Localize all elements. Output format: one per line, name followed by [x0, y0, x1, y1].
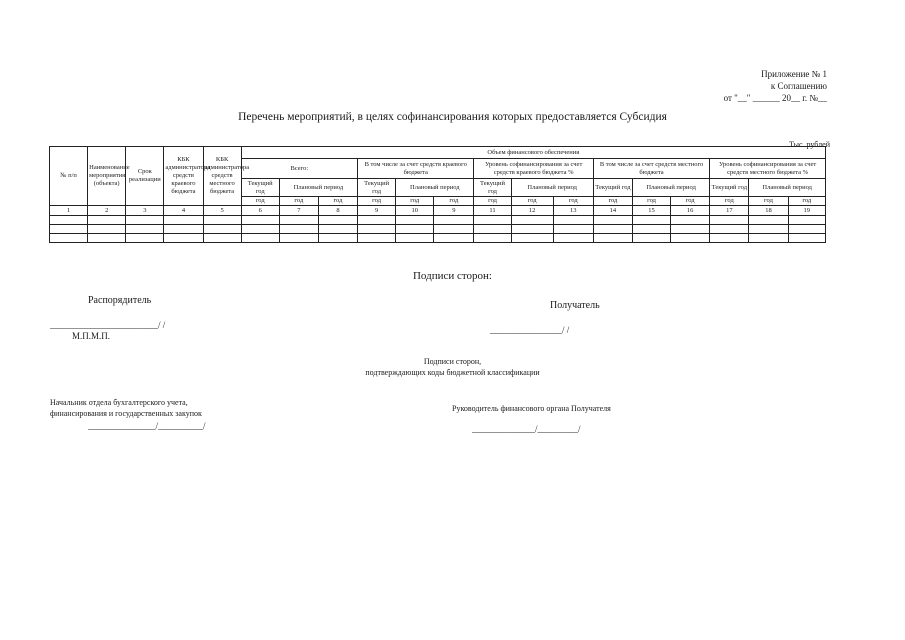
plan-period-cell: Плановый период — [279, 179, 357, 197]
year-cell: год — [474, 197, 511, 206]
year-cell: год — [710, 197, 749, 206]
plan-period-cell: Плановый период — [632, 179, 709, 197]
group-total: Всего: — [241, 159, 357, 179]
header-name: Наименование мероприятия (объекта) — [88, 147, 126, 206]
year-cell: год — [279, 197, 318, 206]
kbk-heading-line-2: подтверждающих коды бюджетной классификации — [365, 368, 540, 377]
kbk-signatures-heading — [0, 356, 905, 378]
year-cell: год — [396, 197, 434, 206]
unit-label: Тыс. рублей — [789, 140, 830, 149]
right-signature-line: ________________/ / — [490, 325, 570, 335]
column-number: 8 — [318, 206, 357, 216]
column-number: 16 — [671, 206, 710, 216]
year-cell: год — [749, 197, 788, 206]
column-number: 1 — [50, 206, 88, 216]
column-number: 5 — [203, 206, 241, 216]
column-number: 9 — [434, 206, 474, 216]
column-number: 3 — [126, 206, 164, 216]
year-cell: год — [632, 197, 670, 206]
plan-period-cell: Плановый период — [749, 179, 826, 197]
header-kbk-regional: КБК администратора средств краевого бюджета — [164, 147, 203, 206]
year-cell: год — [318, 197, 357, 206]
plan-period-cell: Плановый период — [396, 179, 474, 197]
year-cell: год — [241, 197, 279, 206]
year-cell: год — [788, 197, 825, 206]
current-year-cell: Текущий год — [241, 179, 279, 197]
right-party-label: Получатель — [550, 300, 600, 311]
header-term: Срок реализации — [126, 147, 164, 206]
column-number: 7 — [279, 206, 318, 216]
current-year-cell: Текущий год — [593, 179, 632, 197]
column-number: 15 — [632, 206, 670, 216]
empty-row — [50, 216, 826, 225]
year-cell: год — [553, 197, 593, 206]
left-signature-line: ________________________/ / — [50, 320, 166, 330]
current-year-cell: Текущий год — [358, 179, 396, 197]
appendix-line-1: Приложение № 1 — [761, 69, 827, 79]
appendix-line-2: к Соглашению — [770, 81, 827, 91]
appendix-line-3: от "__" ______ 20__ г. №__ — [723, 93, 827, 103]
current-year-cell: Текущий год — [710, 179, 749, 197]
column-number: 12 — [511, 206, 553, 216]
header-number: № п/п — [50, 147, 88, 206]
group-cofin-local: Уровень софинансирования за счет средств местного бюджета % — [710, 159, 826, 179]
right-official-role: Руководитель финансового органа Получателя — [452, 404, 611, 413]
signatures-heading: Подписи сторон: — [412, 270, 492, 282]
empty-row — [50, 225, 826, 234]
column-number: 10 — [396, 206, 434, 216]
column-number: 18 — [749, 206, 788, 216]
left-party-label: Распорядитель — [88, 295, 152, 306]
left-official-block — [50, 397, 202, 419]
year-cell: год — [434, 197, 474, 206]
right-official-signature: ______________/_________/ — [472, 424, 581, 434]
column-number: 11 — [474, 206, 511, 216]
seal-label: М.П.М.П. — [72, 331, 111, 341]
group-local: В том числе за счет средств местного бюджета — [593, 159, 709, 179]
kbk-heading-line-1: Подписи сторон, — [423, 357, 482, 366]
empty-row — [50, 234, 826, 243]
current-year-cell: Текущий год — [474, 179, 511, 197]
group-cofin-regional: Уровень софинансирования за счет средств краевого бюджета % — [474, 159, 593, 179]
year-cell: год — [593, 197, 632, 206]
column-number: 6 — [241, 206, 279, 216]
measures-table — [49, 146, 826, 243]
left-role-line-1: Начальник отдела бухгалтерского учета, — [50, 398, 188, 407]
column-number: 9 — [358, 206, 396, 216]
plan-period-cell: Плановый период — [511, 179, 593, 197]
header-kbk-local: КБК администратора средств местного бюджета — [203, 147, 241, 206]
column-number: 2 — [88, 206, 126, 216]
column-number: 13 — [553, 206, 593, 216]
column-number: 14 — [593, 206, 632, 216]
year-cell: год — [358, 197, 396, 206]
column-number: 17 — [710, 206, 749, 216]
year-cell: год — [511, 197, 553, 206]
column-number: 4 — [164, 206, 203, 216]
year-cell: год — [671, 197, 710, 206]
header-volume: Объем финансового обеспечения — [241, 147, 825, 159]
appendix-header — [724, 68, 827, 104]
document-title: Перечень мероприятий, в целях софинансирования которых предоставляется Субсидия — [238, 111, 667, 123]
column-number: 19 — [788, 206, 825, 216]
left-official-signature: _______________/__________/ — [88, 421, 206, 431]
left-role-line-2: финансирования и государственных закупок — [50, 409, 202, 418]
group-regional: В том числе за счет средств краевого бюджета — [358, 159, 474, 179]
